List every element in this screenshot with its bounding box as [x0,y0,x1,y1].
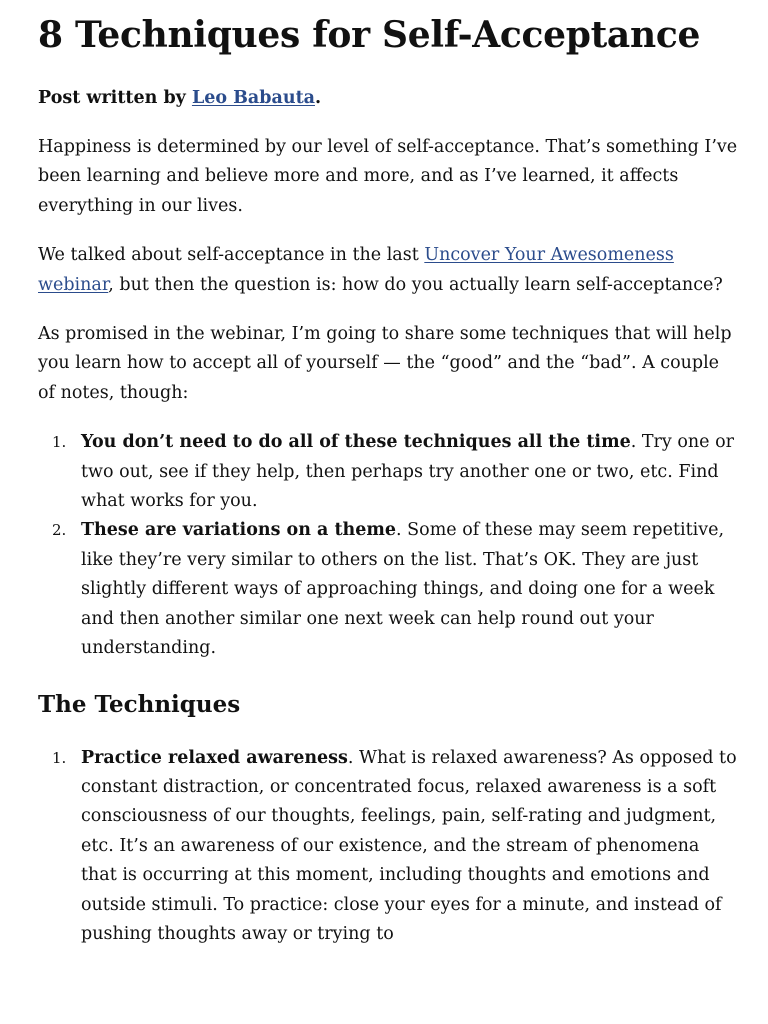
list-item [38,428,738,516]
byline-prefix: Post written by [38,88,192,108]
list-item [38,744,738,950]
list-item-bold: You don’t need to do all of these techniques all the time [81,432,631,453]
webinar-paragraph-after: , but then the question is: how do you actually learn self-acceptance? [108,274,723,295]
byline [38,84,738,113]
article [38,0,738,949]
author-link[interactable]: Leo Babauta [191,88,315,108]
notes-list [38,428,738,663]
list-item-bold: Practice relaxed awareness [81,747,348,768]
article-title: 8 Techniques for Self-Acceptance [38,14,701,56]
list-item-bold: These are variations on a theme [81,520,397,541]
webinar-link[interactable]: Uncover Your Awesomeness webinar [38,245,674,295]
list-item-text: . Try one or two out, see if they help, then perhaps try another one or two, etc. Find what works for you. [81,432,734,512]
section-heading: The Techniques [38,690,241,718]
list-number: 2. [52,521,67,540]
list-item-text: . What is relaxed awareness? As opposed to constant distraction, or concentrated focus, relaxed awareness is a soft consciousness of our thoughts, feelings, pain, self-rating and judgment, etc. It’s an awareness of our existence, and the stream of phenomena that is occurring at this moment, including thoughts and emotions and outside stimuli. To practice: close your eyes for a minute, and instead of pushing thoughts away or trying to [81,747,737,944]
webinar-paragraph [38,241,738,300]
list-item [38,516,738,663]
webinar-paragraph-before: We talked about self-acceptance in the last [38,245,425,266]
list-number: 1. [52,748,67,767]
promise-paragraph: As promised in the webinar, I’m going to share some techniques that will help you learn how to accept all of yourself — the “good” and the “bad”. A couple of notes, though: [38,324,732,403]
byline-suffix: . [315,88,322,108]
list-item-text: . Some of these may seem repetitive, like they’re very similar to others on the list. That’s OK. They are just slightly different ways of approaching things, and doing one for a week and then another similar one next week can help round out your understanding. [81,520,725,659]
techniques-list [38,744,738,950]
list-number: 1. [52,433,67,452]
intro-paragraph: Happiness is determined by our level of self-acceptance. That’s something I’ve been learning and believe more and more, and as I’ve learned, it affects everything in our lives. [38,137,738,216]
